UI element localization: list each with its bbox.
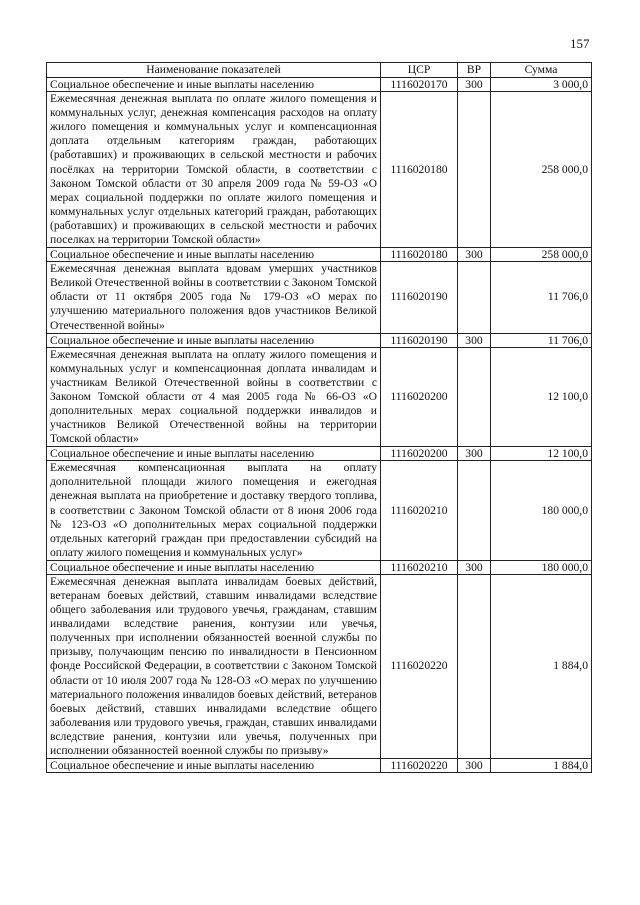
cell-csr: 1116020190 (381, 262, 458, 333)
table-row (47, 92, 592, 248)
table-row (47, 560, 592, 574)
cell-vr: 300 (458, 333, 491, 347)
cell-name: Социальное обеспечение и иные выплаты населению (47, 78, 381, 92)
cell-name: Ежемесячная денежная выплата вдовам умерших участников Великой Отечественной войны в соответствии с Законом Томской области от 11 октября 2005 года № 179-ОЗ «О мерах по улучшению материального положения вдов участников Великой Отечественной войны» (47, 262, 381, 333)
header-sum: Сумма (491, 63, 592, 78)
table-row (47, 248, 592, 262)
table-row (47, 78, 592, 92)
cell-vr (458, 347, 491, 447)
cell-sum: 180 000,0 (491, 560, 592, 574)
cell-name: Социальное обеспечение и иные выплаты населению (47, 248, 381, 262)
cell-vr (458, 262, 491, 333)
table-row (47, 447, 592, 461)
cell-sum: 180 000,0 (491, 461, 592, 561)
cell-name: Социальное обеспечение и иные выплаты населению (47, 759, 381, 773)
cell-csr: 1116020220 (381, 574, 458, 758)
header-name: Наименование показателей (47, 63, 381, 78)
cell-vr: 300 (458, 759, 491, 773)
cell-sum: 12 100,0 (491, 347, 592, 447)
cell-csr: 1116020200 (381, 347, 458, 447)
cell-sum: 11 706,0 (491, 262, 592, 333)
cell-csr: 1116020180 (381, 248, 458, 262)
cell-csr: 1116020210 (381, 560, 458, 574)
cell-vr (458, 92, 491, 248)
cell-csr: 1116020210 (381, 461, 458, 561)
table-row (47, 347, 592, 447)
cell-csr: 1116020190 (381, 333, 458, 347)
header-csr: ЦСР (381, 63, 458, 78)
cell-vr: 300 (458, 447, 491, 461)
cell-name: Ежемесячная денежная выплата инвалидам боевых действий, ветеранам боевых действий, ставшим инвалидами вследствие общего заболевания или трудового увечья, гражданам, ставшим инвалидами вследствие ранения, контузии или увечья, полученных при исполнении обязанностей военной службы по призыву, получающим пенсию по инвалидности в Пенсионном фонде Российской Федерации, в соответствии с Законом Томской области от 10 июля 2007 года № 128-ОЗ «О мерах по улучшению материального положения инвалидов боевых действий, ветеранов боевых действий, ставших инвалидами вследствие общего заболевания или трудового увечья, граждан, ставших инвалидами вследствие ранения, контузии или увечья, полученных при исполнении обязанностей военной службы по призыву» (47, 574, 381, 758)
budget-table (46, 62, 592, 773)
cell-csr: 1116020200 (381, 447, 458, 461)
cell-name: Социальное обеспечение и иные выплаты населению (47, 560, 381, 574)
cell-sum: 3 000,0 (491, 78, 592, 92)
cell-sum: 1 884,0 (491, 759, 592, 773)
cell-vr: 300 (458, 78, 491, 92)
table-row (47, 759, 592, 773)
table-row (47, 461, 592, 561)
cell-csr: 1116020220 (381, 759, 458, 773)
table-row (47, 333, 592, 347)
cell-name: Социальное обеспечение и иные выплаты населению (47, 333, 381, 347)
cell-csr: 1116020180 (381, 92, 458, 248)
cell-vr (458, 574, 491, 758)
cell-name: Социальное обеспечение и иные выплаты населению (47, 447, 381, 461)
page-number: 157 (570, 36, 590, 51)
cell-csr: 1116020170 (381, 78, 458, 92)
cell-vr: 300 (458, 560, 491, 574)
cell-name: Ежемесячная денежная выплата на оплату жилого помещения и коммунальных услуг и компенсационная доплата инвалидам и участникам Великой Отечественной войны в соответствии с Законом Томской области от 4 мая 2005 года № 66-ОЗ «О дополнительных мерах социальной поддержки инвалидов и участников Великой Отечественной войны на территории Томской области» (47, 347, 381, 447)
cell-sum: 11 706,0 (491, 333, 592, 347)
cell-sum: 12 100,0 (491, 447, 592, 461)
cell-vr: 300 (458, 248, 491, 262)
cell-name: Ежемесячная компенсационная выплата на оплату дополнительной площади жилого помещения и ежегодная денежная выплата на приобретение и доставку твердого топлива, в соответствии с Законом Томской области от 8 июня 2006 года № 123-ОЗ «О дополнительных мерах социальной поддержки отдельных категорий граждан при предоставлении субсидий на оплату жилого помещения и коммунальных услуг» (47, 461, 381, 561)
table-header-row (47, 63, 592, 78)
cell-vr (458, 461, 491, 561)
header-vr: ВР (458, 63, 491, 78)
cell-sum: 258 000,0 (491, 248, 592, 262)
cell-sum: 258 000,0 (491, 92, 592, 248)
cell-name: Ежемесячная денежная выплата по оплате жилого помещения и коммунальных услуг, денежная компенсация расходов на оплату жилого помещения и коммунальных услуг и компенсационная доплата отдельным категориям граждан, работающих (работавших) и проживающих в сельской местности и рабочих посёлках на территории Томской области, в соответствии с Законом Томской области от 30 апреля 2009 года № 59-ОЗ «О мерах социальной поддержки по оплате жилого помещения и коммунальных услуг отдельных категорий граждан, работающих (работавших) и проживающих в сельской местности и рабочих поселках на территории Томской области» (47, 92, 381, 248)
cell-sum: 1 884,0 (491, 574, 592, 758)
table-row (47, 574, 592, 758)
table-row (47, 262, 592, 333)
